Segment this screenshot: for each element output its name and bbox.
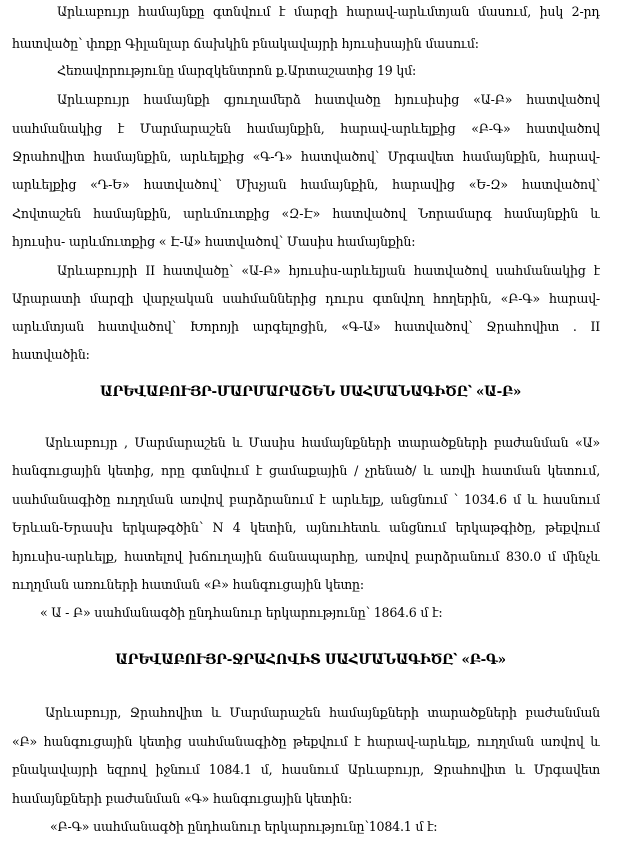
text-line: ուղղման առուների հատման «Բ» հանգուցային կետը: (12, 577, 364, 592)
text-line: հատվածը՝ փոքր Գիլանլար ճախկին բնակավայրի հյուսիսային մասում: (12, 36, 479, 51)
section-heading: ԱՐԵՎԱԲՈՒՅՐ-ՄԱՐՄԱՐԱՇԵՆ ՍԱՀՄԱՆԱԳԻԾԸ՝ «Ա-Բ» (100, 384, 521, 400)
text-line: Ջրահովիտ համայնքին, արևելքից «Գ-Դ» հատվածով՝ Մրգավետ համայնքին, հարավ- (12, 149, 600, 164)
text-line: հյուսիս- արևմուտքից « Է-Ա» հատվածով՝ Մասիս համայնքին: (12, 234, 416, 249)
text-line: սահմանագիծը ուղղման առվով բարձրանում է արևելք, անցնում ՝ 1034.6 մ և հասնում (12, 492, 600, 507)
text-line: Երևան-Երասխ երկաթգծին՝ N 4 կետին, այնուհետև անցնում երկաթգիծը, թեքվում (12, 520, 600, 535)
text-line: արևմտյան հատվածով՝ Խորոյի արգելոցին, «Գ-Ա» հատվածով՝ Ջրահովիտ . II (12, 319, 600, 334)
text-line: համայնքների բաժանման «Գ» հանգուցային կետին: (12, 791, 353, 806)
text-line: « Ա - Բ» սահմանագծի ընդհանուր երկարությունը՝ 1864.6 մ է: (40, 605, 443, 620)
text-line: Արևաբույր համայնքը գտնվում է մարզի հարավ-արևմտյան մասում, իսկ 2-րդ (57, 4, 600, 19)
text-line: Հովտաշեն համայնքին, արևմուտքից «Զ-Է» հատվածով Նորամարգ համայնքին և (12, 206, 600, 221)
text-line: արևելքից «Դ-Ե» հատվածով՝ Մխչյան համայնքին, հարավից «Ե-Զ» հատվածով՝ (12, 177, 600, 192)
text-line: Արևաբույր, Ջրահովիտ և Մարմարաշեն համայնքների տարածքների բաժանման (45, 705, 600, 720)
text-line: Արևաբույր համայնքի գյուղամերձ հատվածը հյուսիսից «Ա-Բ» հատվածով (57, 92, 600, 107)
text-line: Արևաբույրի II հատվածը՝ «Ա-Բ» հյուսիս-արևելյան հատվածով սահմանակից է (57, 263, 600, 278)
text-line: «Բ-Գ» սահմանագծի ընդհանուր երկարությունը՝1084.1 մ է: (50, 819, 438, 834)
text-line: հյուսիս-արևելք, հատելով խճուղային ճանապարհը, առվով բարձրանում 830.0 մ մինչև (12, 549, 600, 564)
text-line: բնակավայրի եզրով իջնում 1084.1 մ, հասնում Արևաբույր, Ջրահովիտ և Մրգավետ (12, 762, 600, 777)
text-line: սահմանակից է Մարմարաշեն համայնքին, հարավ-արևելքից «Բ-Գ» հատվածով (12, 121, 600, 136)
text-line: հանգուցային կետից, որը գտնվում է ցամաքային / չրենած/ և առվի հատման կետում, (12, 463, 600, 478)
text-line: Արարատի մարզի վարչական սահմաններից դուրս գտնվող հողերին, «Բ-Գ» հարավ- (12, 291, 600, 306)
text-line: հատվածին: (12, 347, 90, 362)
text-line: Արևաբույր , Մարմարաշեն և Մասիս համայնքների տարածքների բաժանման «Ա» (45, 435, 600, 450)
text-line: «Բ» հանգուցային կետից սահմանագիծը թեքվում է հարավ-արևելք, ուղղման առվով և (12, 734, 600, 749)
section-heading: ԱՐԵՎԱԲՈՒՅՐ-ՋՐԱՀՈՎԻՏ ՍԱՀՄԱՆԱԳԻԾԸ՝ «Բ-Գ» (115, 652, 506, 668)
text-line: Հեռավորությունը մարզկենտրոն ք.Արտաշատից 19 կմ: (57, 63, 417, 78)
